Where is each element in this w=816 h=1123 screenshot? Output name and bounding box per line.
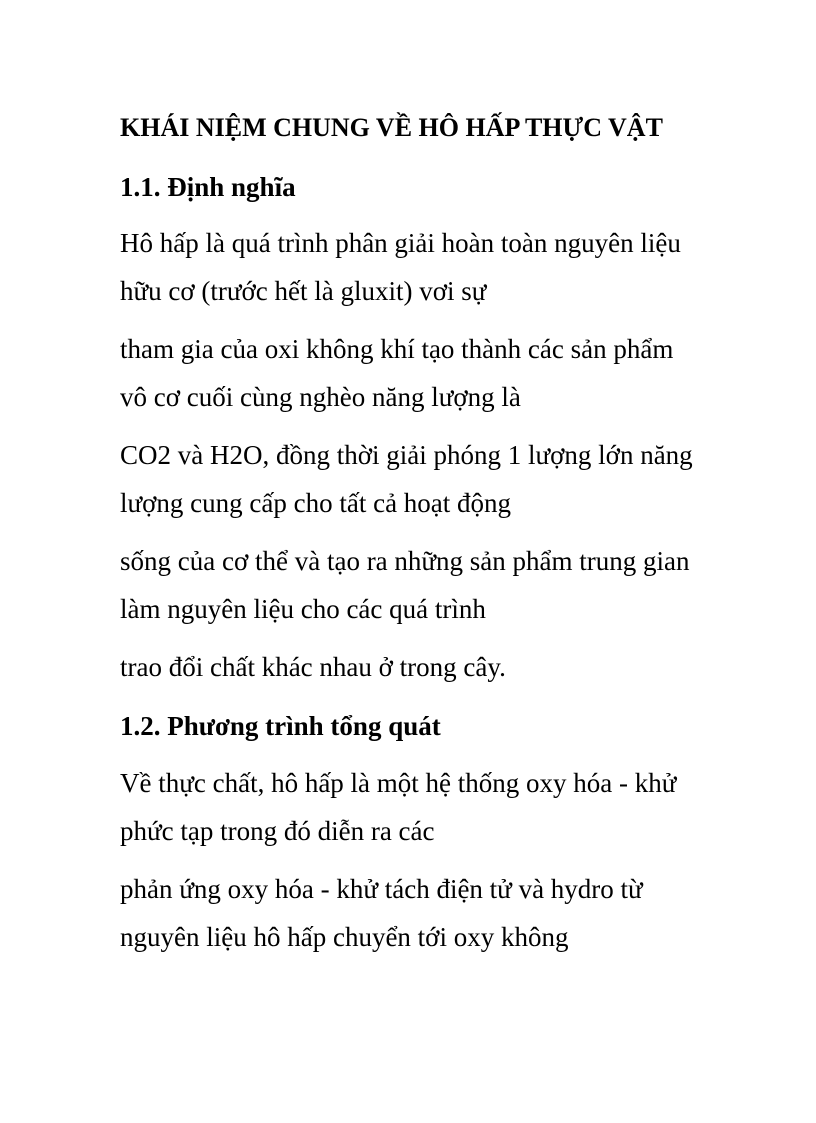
section-1-line: CO2 và H2O, đồng thời giải phóng 1 lượng lớn năng <box>120 440 693 470</box>
section-2-heading: 1.2. Phương trình tổng quát <box>120 711 441 741</box>
section-1-line: vô cơ cuối cùng nghèo năng lượng là <box>120 382 521 412</box>
section-1-line: sống của cơ thể và tạo ra những sản phẩm trung gian <box>120 546 690 576</box>
section-1-line: Hô hấp là quá trình phân giải hoàn toàn nguyên liệu <box>120 228 681 258</box>
document-title: KHÁI NIỆM CHUNG VỀ HÔ HẤP THỰC VẬT <box>120 113 663 142</box>
section-2-line: Về thực chất, hô hấp là một hệ thống oxy hóa - khử <box>120 768 677 798</box>
section-2-line: phản ứng oxy hóa - khử tách điện tử và hydro từ <box>120 874 643 904</box>
section-2-line: phức tạp trong đó diễn ra các <box>120 816 435 846</box>
section-1-line: tham gia của oxi không khí tạo thành các sản phẩm <box>120 334 674 364</box>
section-1-line: trao đổi chất khác nhau ở trong cây. <box>120 652 506 682</box>
section-1-heading: 1.1. Định nghĩa <box>120 172 296 202</box>
section-1-line: lượng cung cấp cho tất cả hoạt động <box>120 488 512 518</box>
section-1-line: làm nguyên liệu cho các quá trình <box>120 594 486 624</box>
section-2-line: nguyên liệu hô hấp chuyển tới oxy không <box>120 922 569 952</box>
section-1-line: hữu cơ (trước hết là gluxit) vơi sự <box>120 276 487 306</box>
